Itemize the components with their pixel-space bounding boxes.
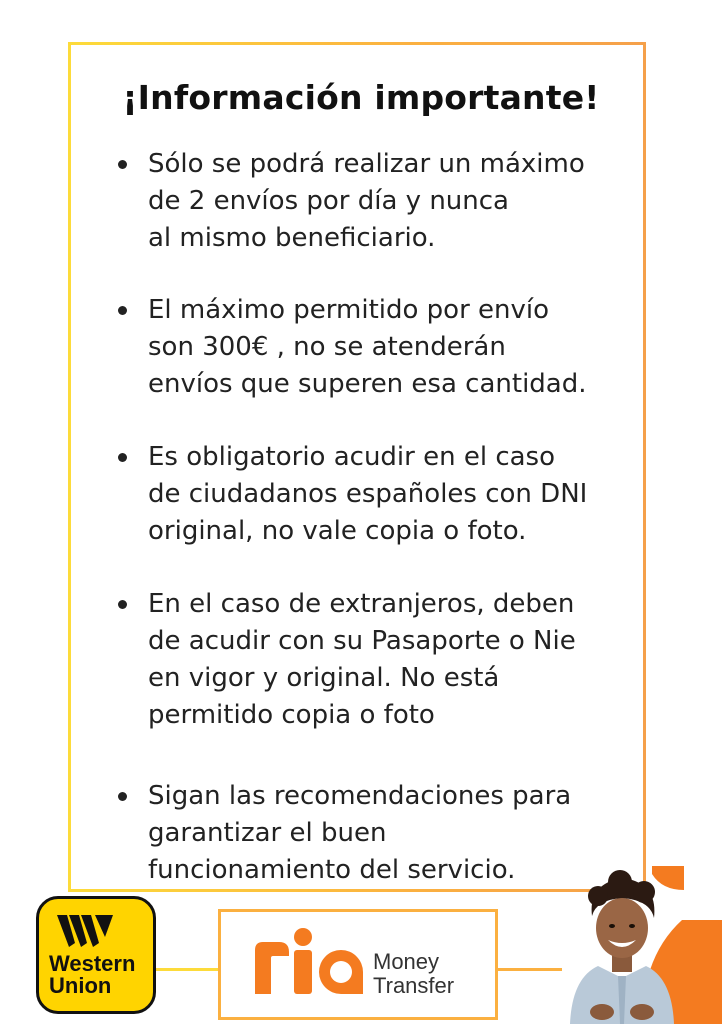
ria-subtitle: Money Transfer [373,949,455,998]
list-item-text: El máximo permitido por envío son 300€ , no se atenderán envíos que superen esa cantidad. [148,295,587,399]
list-item [118,586,638,734]
western-union-logo [36,896,156,1014]
list-item-text: Sigan las recomendaciones para garantizar el buen funcionamiento del servicio. [148,781,572,885]
bullet-icon [118,453,127,462]
connector-line [498,968,562,971]
ria-logo-box [218,909,498,1020]
western-union-text: Western Union [49,951,136,998]
connector-line [156,968,218,971]
page-title: ¡Información importante! [122,78,600,117]
ria-logo-mark [249,928,367,998]
list-item [118,146,638,257]
bullet-icon [118,792,127,801]
list-item-text: En el caso de extranjeros, deben de acudir con su Pasaporte o Nie en vigor y original. No está permitido copia o foto [148,589,576,730]
western-union-w-icon [57,913,113,949]
list-item [118,778,638,889]
list-item [118,292,638,403]
smiling-person-image [562,866,682,1024]
list-item [118,439,638,550]
bullet-icon [118,600,127,609]
list-item-text: Es obligatorio acudir en el caso de ciudadanos españoles con DNI original, no vale copia o foto. [148,442,588,546]
bullet-icon [118,306,127,315]
bullet-icon [118,160,127,169]
list-item-text: Sólo se podrá realizar un máximo de 2 envíos por día y nunca al mismo beneficiario. [148,149,585,253]
